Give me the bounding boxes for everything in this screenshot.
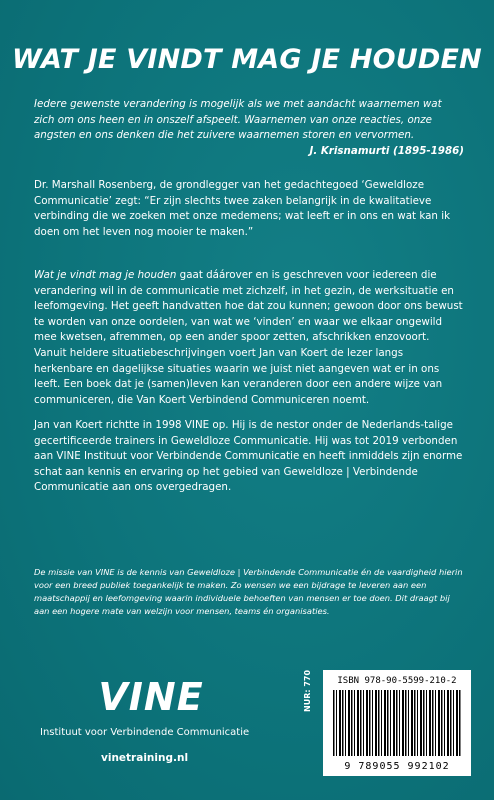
isbn-label: ISBN 978-90-5599-210-2 bbox=[337, 676, 457, 686]
ean-digits bbox=[323, 761, 471, 772]
quote-text: Iedere gewenste verandering is mogelijk als we met aandacht waarnemen wat zich om ons heen en in onszelf afspeelt. Waarnemen van onze reacties, onze angsten en ons denken die het zuivere waarnemen storen en vervormen. bbox=[34, 98, 442, 142]
paragraph-book-description bbox=[34, 268, 464, 408]
vine-logo bbox=[92, 676, 210, 718]
book-title-heading: WAT JE VINDT MAG JE HOUDEN bbox=[12, 44, 482, 75]
quote-author: J. Krisnamurti (1895-1986) bbox=[309, 144, 464, 157]
epigraph-quote bbox=[34, 97, 464, 159]
barcode-bars bbox=[333, 690, 461, 756]
book-title-inline: Wat je vindt mag je houden bbox=[34, 269, 177, 281]
vine-logo-wordmark: VINE bbox=[98, 675, 204, 719]
logo-tagline: Instituut voor Verbindende Communicatie bbox=[40, 727, 250, 738]
mission-statement: De missie van VINE is de kennis van Geweldloze | Verbindende Communicatie én de vaardigheid hierin voor een breed publiek toegankelijk te maken. Zo wensen we een bijdrage te leveren aan een maatschappij en leefomgeving waarin individuele behoeften van mensen er toe doen. Dit draagt bij aan een hogere mate van welzijn voor mensen, teams én organisaties. bbox=[34, 567, 463, 616]
nur-code: NUR: 770 bbox=[303, 669, 312, 712]
isbn-barcode bbox=[323, 670, 471, 776]
paragraph-author-bio: Jan van Koert richtte in 1998 VINE op. Hij is de nestor onder de Nederlands-talige gecertificeerde trainers in Geweldloze Communicatie. Hij was tot 2019 verbonden aan VINE Instituut voor Verbindende Communicatie en heeft inmiddels zijn enorme schat aan kennis en ervaring op het gebied van Geweldloze | Verbindende Communicatie aan ons overgedragen. bbox=[34, 419, 463, 494]
paragraph-rosenberg: Dr. Marshall Rosenberg, de grondlegger van het gedachtegoed ‘Geweldloze Communicatie’ zegt: “Er zijn slechts twee zaken belangrijk in de kwalitatieve verbinding die we zoeken met onze medemens; wat leeft er in ons en wat kan ik doen om het leven nog mooier te maken.” bbox=[34, 179, 451, 238]
website-url: vinetraining.nl bbox=[101, 752, 189, 764]
ean-number: 9 789055 992102 bbox=[344, 761, 450, 772]
book-description-text: gaat dáárover en is geschreven voor iedereen die verandering wil in de communicatie met zichzelf, in het gezin, de werksituatie en leefomgeving. Het geeft handvatten hoe dat zou kunnen; gewoon door ons bewust te worden van onze oordelen, van wat we ‘vinden’ en waar we elkaar ongewild mee kwetsen, afremmen, op een ander spoor zetten, afschrikken enzovoort. Vanuit heldere situatiebeschrijvingen voert Jan van Koert de lezer langs herkenbare en dagelijkse situaties waarin we juist niet aangeven wat er in ons leeft. Een boek dat je (samen)leven kan veranderen door een andere wijze van communiceren, die Van Koert Verbindend Communiceren noemt. bbox=[34, 269, 463, 406]
